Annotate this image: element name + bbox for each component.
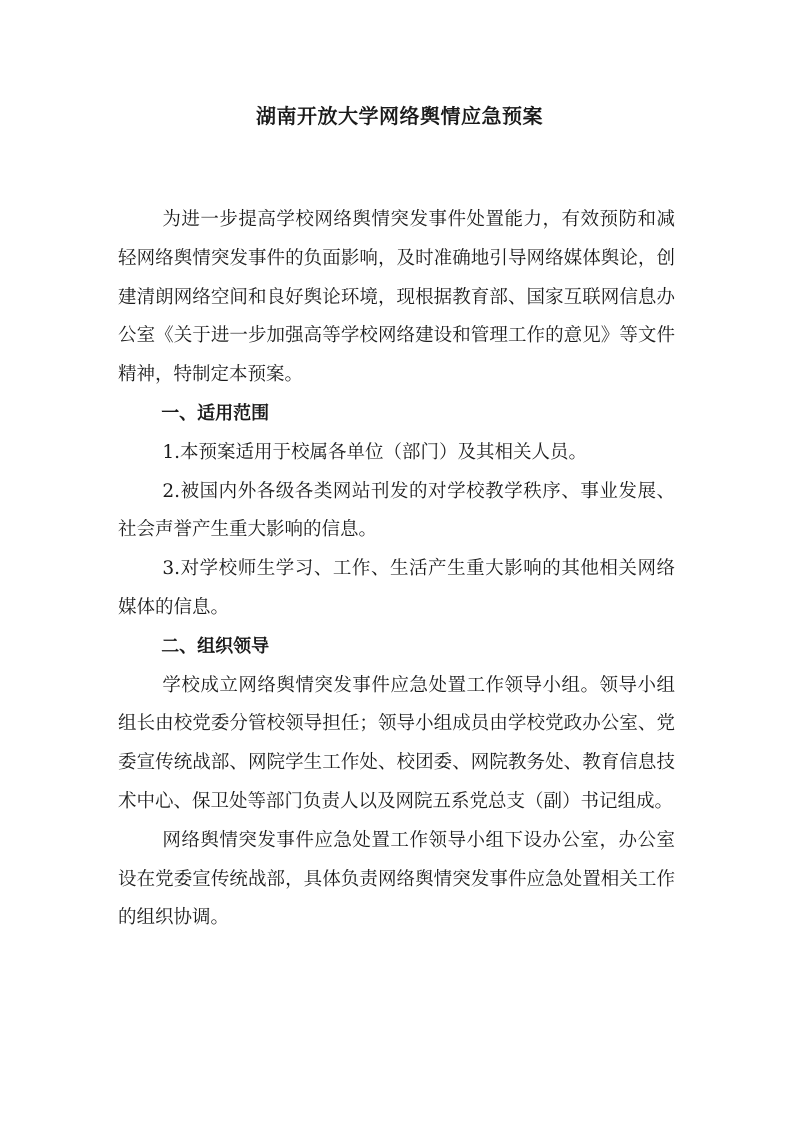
intro-paragraph: 为进一步提高学校网络舆情突发事件处置能力，有效预防和减轻网络舆情突发事件的负面影响，及时准确地引导网络媒体舆论，创建清朗网络空间和良好舆论环境，现根据教育部、国家互联网信息办公室《关于进一步加强高等学校网络建设和管理工作的意见》等文件精神，特制定本预案。	[118, 209, 675, 386]
document-body	[118, 201, 675, 938]
organization-paragraph-1: 学校成立网络舆情突发事件应急处置工作领导小组。领导小组组长由校党委分管校领导担任；领导小组成员由学校党政办公室、党委宣传统战部、网院学生工作处、校团委、网院教务处、教育信息技术中心、保卫处等部门负责人以及网院五系党总支（副）书记组成。	[118, 674, 675, 812]
document-title: 湖南开放大学网络舆情应急预案	[256, 104, 543, 128]
scope-item-1: 1.本预案适用于校属各单位（部门）及其相关人员。	[162, 441, 588, 463]
scope-item-3: 3.对学校师生学习、工作、生活产生重大影响的其他相关网络媒体的信息。	[118, 558, 675, 618]
scope-item-2: 2.被国内外各级各类网站刊发的对学校教学秩序、事业发展、社会声誉产生重大影响的信息。	[118, 480, 675, 541]
section-heading-scope: 一、适用范围	[161, 402, 270, 424]
section-heading-organization: 二、组织领导	[161, 635, 270, 657]
organization-paragraph-2: 网络舆情突发事件应急处置工作领导小组下设办公室，办公室设在党委宣传统战部，具体负责网络舆情突发事件应急处置相关工作的组织协调。	[118, 829, 675, 929]
